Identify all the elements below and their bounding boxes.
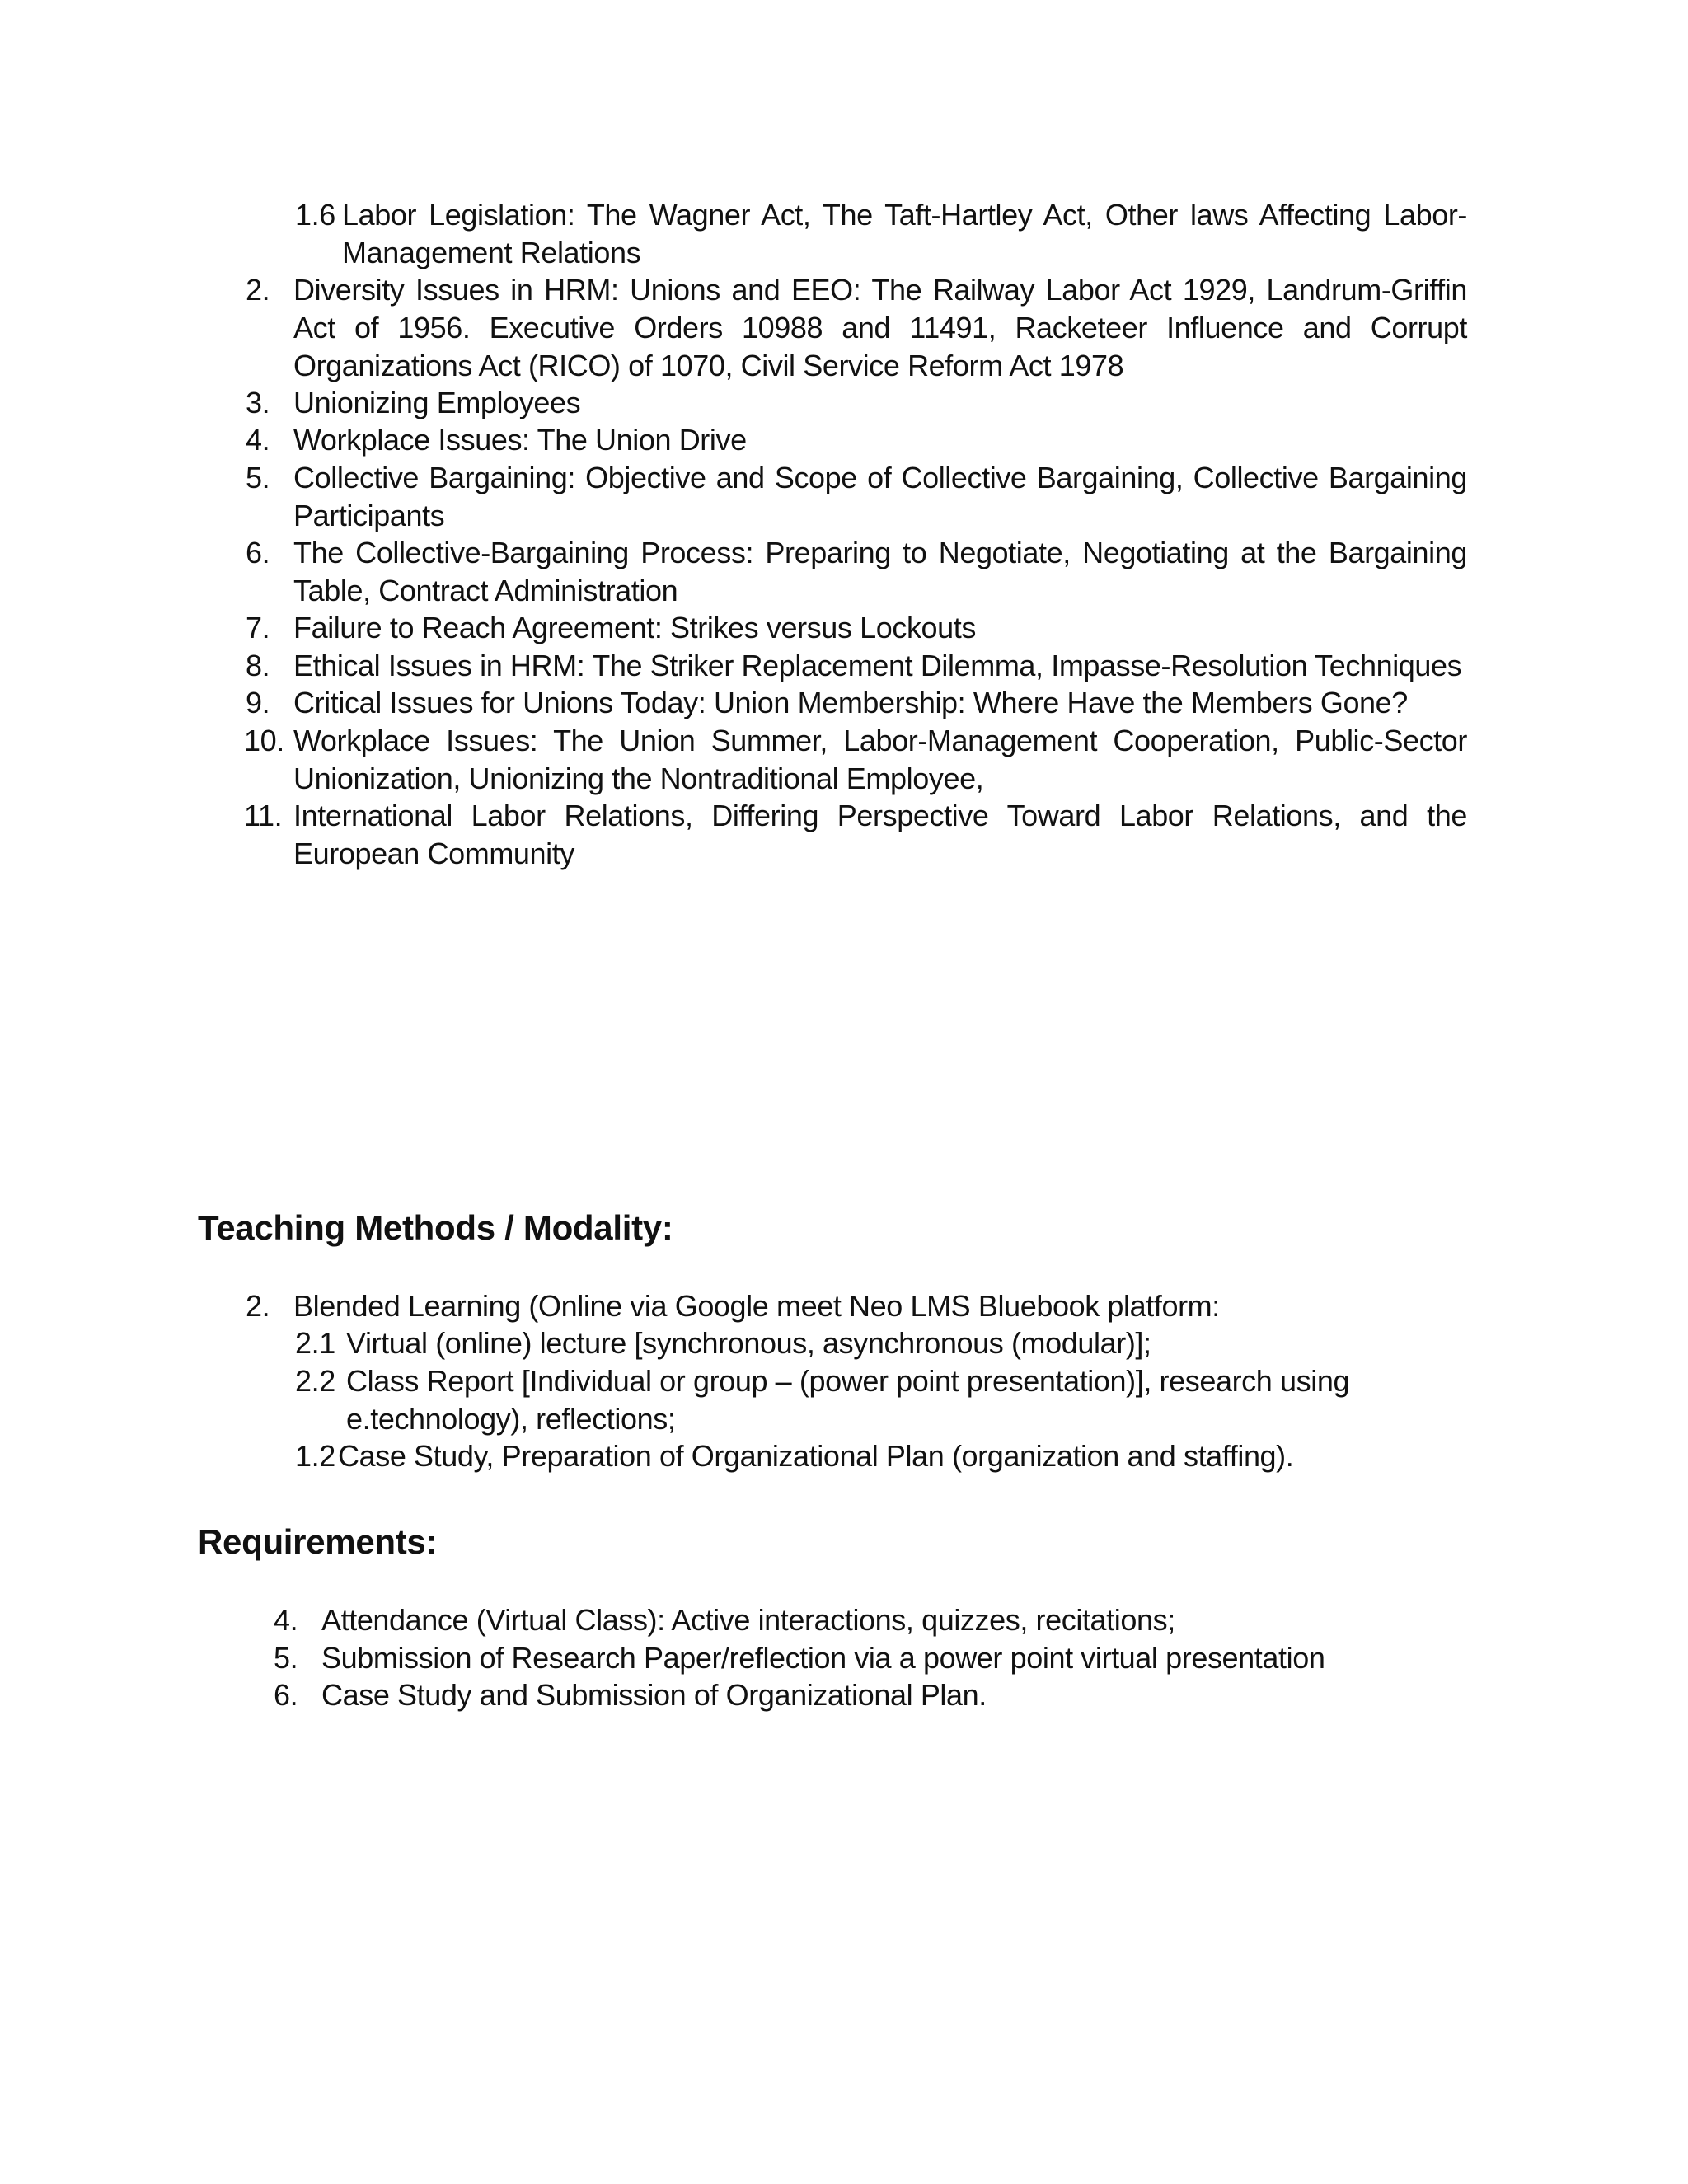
- list-item: [246, 271, 1467, 385]
- list-item-text: Critical Issues for Unions Today: Union Membership: Where Have the Members Gone?: [293, 686, 1408, 719]
- list-item-number: 1.2: [295, 1439, 335, 1473]
- list-item-number: 6.: [246, 536, 270, 569]
- list-item: [246, 609, 1467, 647]
- list-item-text: Failure to Reach Agreement: Strikes versus Lockouts: [293, 611, 976, 644]
- list-item-number: 2.2: [295, 1364, 335, 1398]
- list-item-number: 4.: [246, 423, 270, 457]
- list-item-text: Virtual (online) lecture [synchronous, asynchronous (modular)];: [346, 1326, 1151, 1360]
- list-item-text: Collective Bargaining: Objective and Scope of Collective Bargaining, Collective Bargaining Participants: [293, 461, 1467, 532]
- list-item: [274, 1676, 1467, 1714]
- list-item-number: 1.6: [295, 198, 335, 232]
- list-item-text: The Collective-Bargaining Process: Preparing to Negotiate, Negotiating at the Bargaining Table, Contract Administration: [293, 536, 1467, 607]
- list-item-text: Attendance (Virtual Class): Active interactions, quizzes, recitations;: [321, 1603, 1175, 1637]
- list-item-number: 5.: [274, 1641, 298, 1675]
- list-item: [246, 1287, 1467, 1325]
- sub-list-item: [295, 1324, 1467, 1362]
- list-item: [246, 534, 1467, 610]
- list-item-number: 2.1: [295, 1326, 335, 1360]
- list-item-text: Workplace Issues: The Union Summer, Labor-Management Cooperation, Public-Sector Unionization, Unionizing the Nontraditional Employee,: [293, 724, 1467, 795]
- list-item: [244, 722, 1467, 798]
- list-item-number: 10.: [244, 724, 284, 757]
- list-item-number: 9.: [246, 686, 270, 719]
- list-item-text: Submission of Research Paper/reflection via a power point virtual presentation: [321, 1641, 1325, 1675]
- list-item-text: International Labor Relations, Differing Perspective Toward Labor Relations, and the European Community: [293, 799, 1467, 870]
- list-item: [274, 1601, 1467, 1639]
- teaching-methods-heading: Teaching Methods / Modality:: [198, 1208, 673, 1247]
- list-item-text: Case Study and Submission of Organizational Plan.: [321, 1678, 987, 1712]
- list-item-number: 6.: [274, 1678, 298, 1712]
- requirements-heading: Requirements:: [198, 1522, 438, 1561]
- list-item-number: 4.: [274, 1603, 298, 1637]
- list-item-text: Diversity Issues in HRM: Unions and EEO: The Railway Labor Act 1929, Landrum-Griffin Act of 1956. Executive Orders 10988 and 11491, Racketeer Influence and Corrupt Organizations Act (RICO) of 1070, Civil Service Reform Act 1978: [293, 273, 1467, 382]
- list-item: [246, 384, 1467, 422]
- list-item: [246, 647, 1467, 685]
- list-item-text: Class Report [Individual or group – (power point presentation)], research using e.technology), reflections;: [346, 1364, 1350, 1436]
- list-item-text: Workplace Issues: The Union Drive: [293, 423, 747, 457]
- list-item-text: Case Study, Preparation of Organizational Plan (organization and staffing).: [338, 1439, 1294, 1473]
- list-item: [246, 684, 1467, 722]
- list-item-text: Ethical Issues in HRM: The Striker Replacement Dilemma, Impasse-Resolution Techniques: [293, 649, 1462, 682]
- list-item-text: Blended Learning (Online via Google meet Neo LMS Bluebook platform:: [293, 1289, 1220, 1323]
- list-item-number: 2.: [246, 273, 270, 307]
- list-item: [246, 459, 1467, 535]
- list-item: [246, 421, 1467, 459]
- list-item-number: 7.: [246, 611, 270, 644]
- sub-list-item: [295, 1437, 1467, 1475]
- list-item: [244, 797, 1467, 873]
- list-item: [274, 1639, 1467, 1677]
- list-item-number: 11.: [244, 799, 283, 832]
- list-item: [295, 196, 1467, 272]
- list-item-text: Labor Legislation: The Wagner Act, The Taft-Hartley Act, Other laws Affecting Labor-Management Relations: [342, 198, 1467, 269]
- list-item-number: 8.: [246, 649, 270, 682]
- list-item-number: 5.: [246, 461, 270, 494]
- list-item-number: 3.: [246, 386, 270, 419]
- list-item-number: 2.: [246, 1289, 270, 1323]
- list-item-text: Unionizing Employees: [293, 386, 581, 419]
- sub-list-item: [295, 1362, 1467, 1438]
